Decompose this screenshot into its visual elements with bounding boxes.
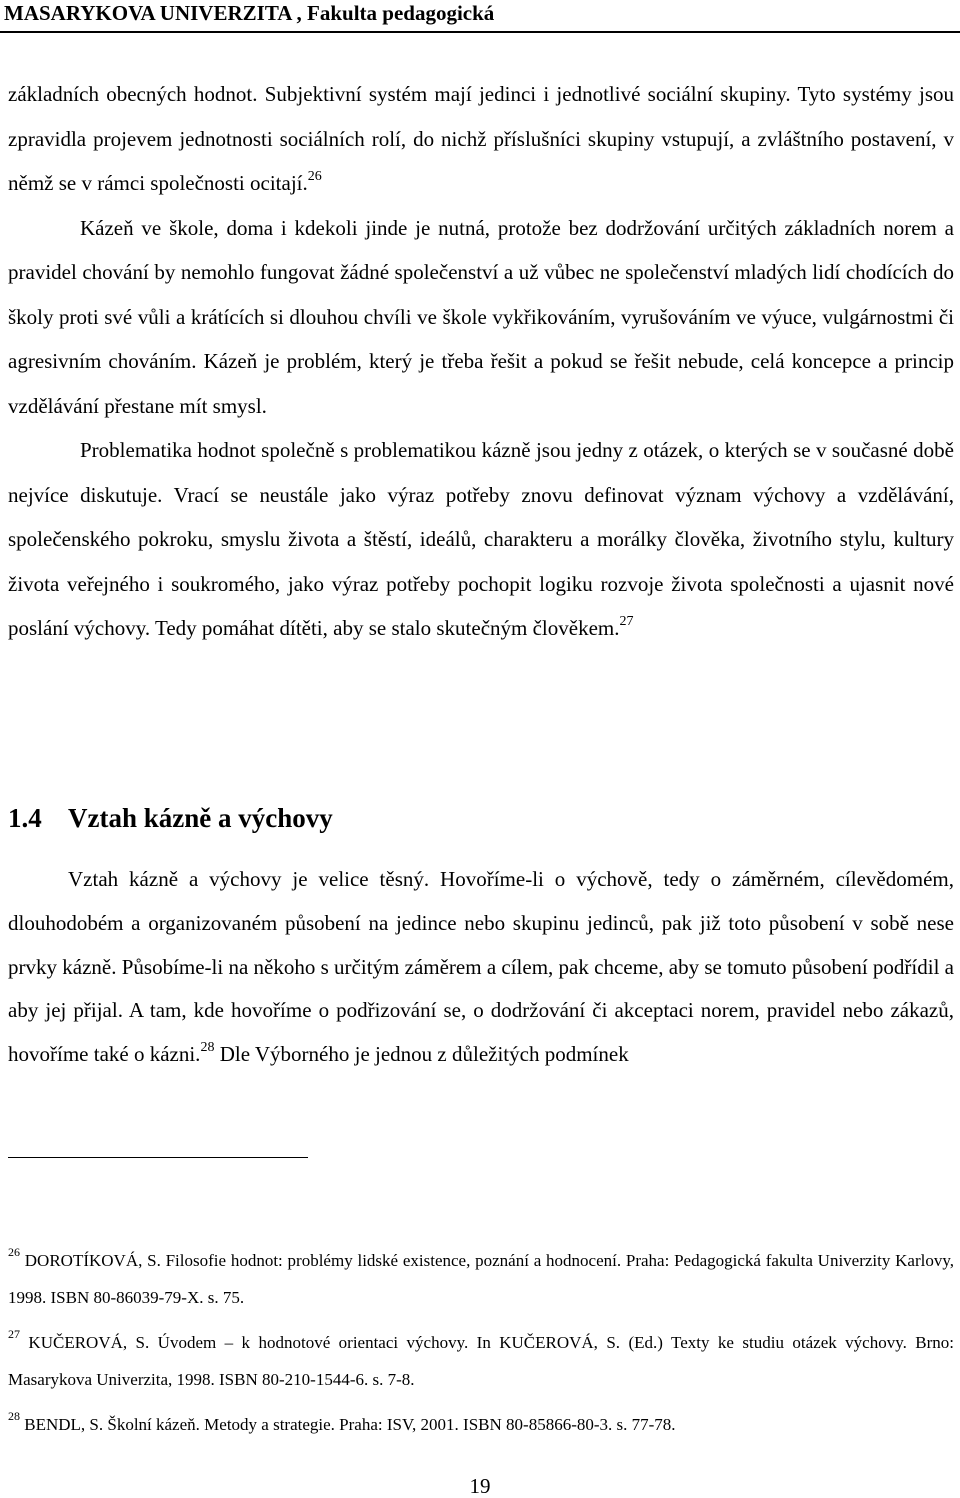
section-paragraph-1-text: Vztah kázně a výchovy je velice těsný. Hovoříme-li o výchově, tedy o záměrném, cílevědomém, dlouhodobém a organizovaném působení na jedince nebo skupinu jedinců, pak již toto působení v sobě nese prvky kázně. Působíme-li na někoho s určitým záměrem a cílem, pak chceme, aby se tomuto působení podřídil a aby jej přijal. A tam, kde hovoříme o podřizování se, o dodržování či akceptaci norem, pravidel nebo zákazů, hovoříme také o kázni. (8, 867, 954, 1067)
footnote-ref-28[interactable]: 28 (200, 1040, 215, 1056)
footnotes (8, 1242, 954, 1451)
footnote-28 (8, 1406, 954, 1443)
footnote-text: DOROTÍKOVÁ, S. Filosofie hodnot: problémy lidské existence, poznání a hodnocení. Praha: Pedagogická fakulta Univerzity Karlovy, 1998. ISBN 80-86039-79-X. s. 75. (8, 1251, 955, 1307)
footnote-27 (8, 1324, 954, 1398)
footnote-text: BENDL, S. Školní kázeň. Metody a strategie. Praha: ISV, 2001. ISBN 80-85866-80-3. s. 77-78. (24, 1415, 676, 1434)
section-number: 1.4 (8, 803, 42, 833)
section-paragraph-1 (8, 858, 954, 1077)
section-title: Vztah kázně a výchovy (68, 803, 333, 833)
paragraph-3-text: Problematika hodnot společně s problematikou kázně jsou jedny z otázek, o kterých se v současné době nejvíce diskutuje. Vrací se neustále jako výraz potřeby znovu definovat význam výchovy a vzdělávání, společenského pokroku, smyslu života a štěstí, ideálů, charakteru a morálky člověka, životního stylu, kultury života veřejného i soukromého, jako výraz potřeby pochopit logiku rozvoje života společnosti a ujasnit nové poslání výchovy. Tedy pomáhat dítěti, aby se stalo skutečným člověkem. (8, 438, 954, 640)
footnote-ref-27[interactable]: 27 (619, 614, 634, 629)
footnote-separator (8, 1157, 308, 1158)
paragraph-2: Kázeň ve škole, doma i kdekoli jinde je nutná, protože bez dodržování určitých základních norem a pravidel chování by nemohlo fungovat žádné společenství a už vůbec ne společenství mladých lidí chodících do školy proti své vůli a krátících si dlouhou chvíli ve škole vykřikováním, vyrušováním ve výuce, vulgárnostmi či agresivním chováním. Kázeň je problém, který je třeba řešit a pokud se řešit nebude, celá koncepce a princip vzdělávání přestane mít smysl. (8, 215, 954, 418)
page-number: 19 (469, 1474, 491, 1498)
footnote-number: 27 (8, 1327, 20, 1342)
paragraph-1-text: základních obecných hodnot. Subjektivní systém mají jedinci i jednotlivé sociální skupiny. Tyto systémy jsou zpravidla projevem jednotnosti sociálních rolí, do nichž příslušníci skupiny vstupují, a zvláštního postavení, v němž se v rámci společnosti ocitají. (8, 82, 954, 195)
section-paragraph-1-continuation: Dle Výborného je jednou z důležitých podmínek (219, 1042, 629, 1067)
paragraph-3 (8, 428, 954, 651)
running-header (0, 0, 960, 30)
paragraph-1 (8, 72, 954, 206)
body-text (8, 72, 954, 651)
footnote-26 (8, 1242, 954, 1316)
header-title: MASARYKOVA UNIVERZITA , Fakulta pedagogická (4, 1, 495, 25)
footnote-text: KUČEROVÁ, S. Úvodem – k hodnotové orientaci výchovy. In KUČEROVÁ, S. (Ed.) Texty ke studiu otázek výchovy. Brno: Masarykova Univerzita, 1998. ISBN 80-210-1544-6. s. 7-8. (8, 1333, 954, 1389)
section-body (8, 858, 954, 1077)
header-rule (0, 31, 960, 33)
footnote-ref-26[interactable]: 26 (307, 169, 322, 184)
footnote-number: 28 (8, 1409, 20, 1424)
section-heading (8, 796, 954, 840)
footnote-number: 26 (8, 1245, 20, 1260)
